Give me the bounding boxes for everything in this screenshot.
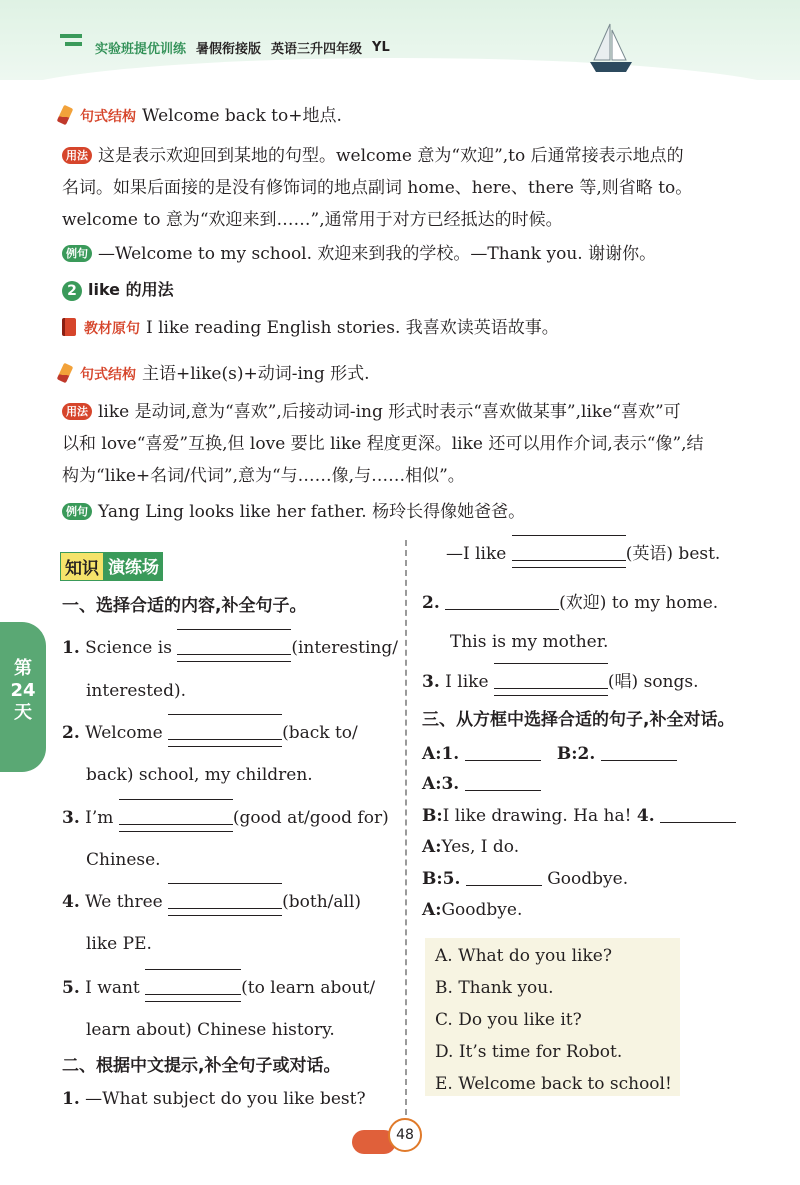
usage-1-line-2: 名词。如果后面接的是没有修饰词的地点副词 home、here、there 等,则省略 to。 (62, 178, 693, 198)
q-text: Science is (85, 638, 172, 658)
q-text: —What subject do you like best? (85, 1089, 366, 1109)
part3-title: 三、从方框中选择合适的句子,补全对话。 (422, 710, 735, 730)
q-text: (back to/ (282, 723, 358, 743)
q5-line (62, 976, 375, 1000)
dialog-number: 4. (636, 806, 655, 826)
option-text: What do you like? (458, 946, 612, 966)
p2-q2-line (422, 591, 718, 615)
answer-blank[interactable] (601, 743, 677, 761)
section-number: 2 (62, 281, 82, 301)
column-divider (405, 540, 407, 1115)
header-code: YL (372, 40, 390, 55)
q-number: 5. (62, 978, 80, 998)
q-text: (欢迎) to my home. (559, 593, 719, 613)
example-badge: 例句 (62, 503, 92, 520)
structure-tag: 句式结构 (80, 367, 136, 383)
option-text: Welcome back to school! (458, 1074, 672, 1094)
q-number: 1. (62, 1089, 80, 1109)
dialog-row-2 (422, 772, 541, 796)
answer-blank[interactable] (145, 977, 241, 995)
option-label: B. (435, 978, 453, 998)
q-text: I like (445, 672, 489, 692)
day-tab-prefix: 第 (14, 658, 32, 679)
day-tab-number: 24 (10, 680, 36, 701)
p2-q1-answer (446, 542, 720, 566)
example-badge: 例句 (62, 245, 92, 262)
dialog-row-6 (422, 898, 522, 922)
usage-text: 这是表示欢迎回到某地的句型。welcome 意为“欢迎”,to 后通常接表示地点的 (98, 146, 684, 166)
structure-text: 主语+like(s)+动词-ing 形式. (142, 364, 370, 384)
p2-q1-line (62, 1087, 366, 1111)
option-a (435, 944, 612, 968)
section-2-heading (62, 278, 174, 302)
dialog-text: Goodbye. (547, 869, 629, 889)
dialog-number: 3. (441, 774, 460, 794)
option-label: E. (435, 1074, 453, 1094)
practice-heading (60, 552, 163, 581)
practice-heading-a: 知识 (60, 552, 104, 581)
section-title: like 的用法 (88, 280, 174, 299)
dialog-text: Goodbye. (441, 900, 523, 920)
q-number: 2. (422, 593, 440, 613)
answer-blank[interactable] (445, 592, 559, 610)
q5-cont: learn about) Chinese history. (86, 1020, 335, 1040)
q-number: 3. (62, 808, 80, 828)
part2-title: 二、根据中文提示,补全句子或对话。 (62, 1056, 341, 1076)
q1-cont: interested). (86, 681, 186, 701)
q-text: (both/all) (282, 892, 362, 912)
q-text: Welcome (85, 723, 163, 743)
dialog-text: I like drawing. Ha ha! (442, 806, 632, 826)
dialog-number: 1. (441, 744, 460, 764)
answer-blank[interactable] (168, 891, 282, 909)
answer-blank[interactable] (465, 773, 541, 791)
answer-blank[interactable] (168, 722, 282, 740)
usage-2-line-1 (62, 400, 681, 424)
option-b (435, 976, 554, 1000)
speaker: B: (556, 744, 578, 764)
q3-cont: Chinese. (86, 850, 161, 870)
option-label: C. (435, 1010, 453, 1030)
q-text: (英语) best. (625, 544, 721, 564)
answer-blank[interactable] (119, 807, 233, 825)
q-text: I want (85, 978, 140, 998)
usage-badge: 用法 (62, 147, 92, 164)
usage-text: like 是动词,意为“喜欢”,后接动词-ing 形式时表示“喜欢做某事”,like“喜欢”可 (98, 402, 681, 422)
header-edition: 暑假衔接版 (196, 42, 262, 57)
dialog-number: 2. (577, 744, 596, 764)
q4-line (62, 890, 361, 914)
q2-line (62, 721, 358, 745)
part1-title: 一、选择合适的内容,补全句子。 (62, 596, 307, 616)
option-d (435, 1040, 622, 1064)
option-text: Do you like it? (458, 1010, 582, 1030)
speaker: A: (422, 837, 442, 857)
speaker: B: (422, 806, 443, 826)
q-text: (唱) songs. (607, 672, 699, 692)
q-number: 2. (62, 723, 80, 743)
q-text: We three (85, 892, 163, 912)
option-text: Thank you. (458, 978, 554, 998)
usage-2-line-3: 构为“like+名词/代词”,意为“与……像,与……相似”。 (62, 466, 465, 486)
brand-logo-icon (60, 30, 82, 52)
sailboat-icon (586, 20, 636, 78)
usage-1-line-1 (62, 144, 684, 168)
textbook-sentence (62, 316, 559, 341)
dialog-text: Yes, I do. (441, 837, 520, 857)
structure-text: Welcome back to+地点. (142, 106, 342, 126)
q-text: —I like (446, 544, 507, 564)
speaker: B: (422, 869, 443, 889)
dialog-row-1 (422, 742, 677, 766)
q-number: 4. (62, 892, 80, 912)
p2-q2-cont: This is my mother. (450, 632, 609, 652)
header-subject: 英语三升四年级 (271, 42, 363, 57)
speaker: A: (422, 744, 442, 764)
q3-line (62, 806, 389, 830)
answer-blank[interactable] (660, 805, 736, 823)
answer-blank[interactable] (466, 868, 542, 886)
option-c (435, 1008, 582, 1032)
option-text: It’s time for Robot. (458, 1042, 623, 1062)
structure-1 (60, 104, 342, 129)
option-label: A. (435, 946, 453, 966)
dialog-number: 5. (442, 869, 461, 889)
pencil-icon (57, 363, 74, 384)
example-1 (62, 242, 656, 266)
structure-tag: 句式结构 (80, 109, 136, 125)
answer-blank[interactable] (494, 671, 608, 689)
option-e (435, 1072, 672, 1096)
page-number: 48 (388, 1118, 422, 1152)
example-text: —Welcome to my school. 欢迎来到我的学校。—Thank you. 谢谢你。 (98, 244, 657, 264)
usage-2-line-2: 以和 love“喜爱”互换,但 love 要比 like 程度更深。like 还可以用作介词,表示“像”,结 (62, 434, 704, 454)
header-brand: 实验班提优训练 (95, 42, 187, 57)
textbook-text: I like reading English stories. 我喜欢读英语故事。 (146, 318, 559, 338)
q-number: 1. (62, 638, 80, 658)
q-number: 3. (422, 672, 440, 692)
q-text: (to learn about/ (241, 978, 376, 998)
pencil-icon (57, 105, 74, 126)
dialog-row-4 (422, 835, 519, 859)
usage-badge: 用法 (62, 403, 92, 420)
day-tab (0, 622, 46, 772)
q1-line (62, 636, 398, 660)
header (95, 38, 390, 57)
day-tab-suffix: 天 (14, 702, 32, 723)
example-2 (62, 500, 525, 524)
dialog-row-5 (422, 867, 628, 891)
q-text: I’m (85, 808, 114, 828)
q2-cont: back) school, my children. (86, 765, 313, 785)
practice-heading-b: 演练场 (104, 552, 163, 581)
q4-cont: like PE. (86, 934, 152, 954)
q-text: (good at/good for) (232, 808, 389, 828)
answer-blank[interactable] (465, 743, 541, 761)
structure-2 (60, 362, 370, 387)
usage-1-line-3: welcome to 意为“欢迎来到……”,通常用于对方已经抵达的时候。 (62, 210, 563, 230)
speaker: A: (422, 774, 442, 794)
dialog-row-3 (422, 804, 736, 828)
speaker: A: (422, 900, 442, 920)
p2-q3-line (422, 670, 699, 694)
textbook-tag: 教材原句 (84, 321, 140, 337)
option-label: D. (435, 1042, 454, 1062)
q-text: (interesting/ (291, 638, 398, 658)
answer-blank[interactable] (177, 637, 291, 655)
example-text: Yang Ling looks like her father. 杨玲长得像她爸爸。 (98, 502, 526, 522)
book-icon (62, 318, 76, 336)
answer-blank[interactable] (512, 543, 626, 561)
